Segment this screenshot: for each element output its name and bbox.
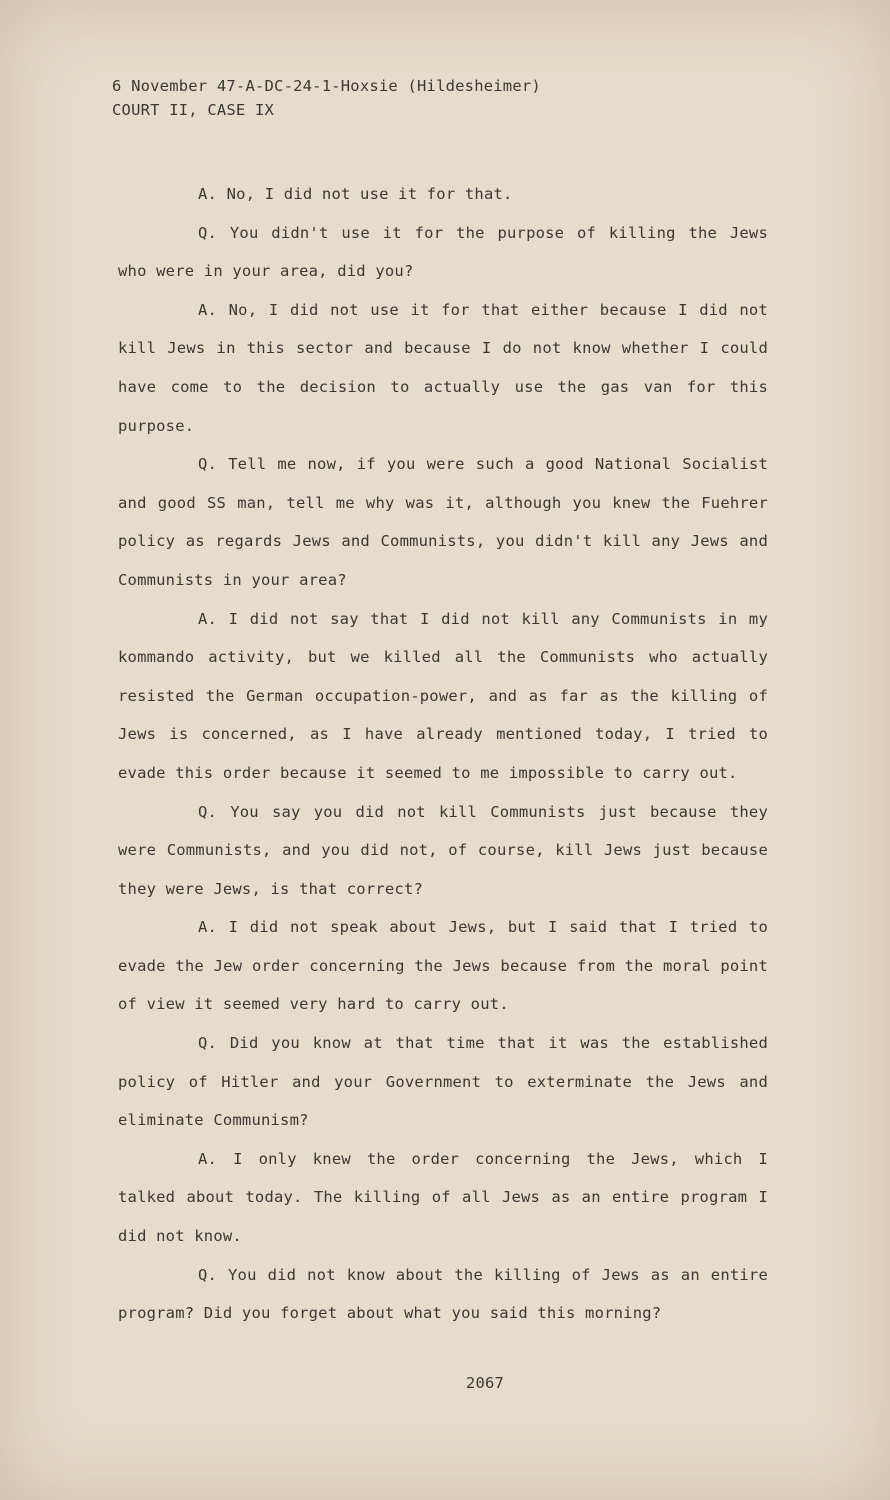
- transcript-paragraph: Q. Did you know at that time that it was the established policy of Hitler and your Government to exterminate the Jews and eliminate Communism?: [118, 1034, 768, 1130]
- document-header: [112, 74, 812, 122]
- header-reference: 6 November 47-A-DC-24-1-Hoxsie (Hildesheimer): [112, 77, 541, 95]
- transcript-paragraph: Q. You didn't use it for the purpose of killing the Jews who were in your area, did you?: [118, 223, 768, 281]
- transcript-paragraph: A. No, I did not use it for that either because I did not kill Jews in this sector and because I do not know whether I could have come to the decision to actually use the gas van for this purpose.: [118, 300, 768, 435]
- transcript-paragraph: Q. You say you did not kill Communists just because they were Communists, and you did not, of course, kill Jews just because they were Jews, is that correct?: [118, 802, 768, 898]
- transcript-paragraph: A. I only knew the order concerning the Jews, which I talked about today. The killing of all Jews as an entire program I did not know.: [118, 1149, 768, 1246]
- transcript-body: [118, 175, 768, 1333]
- transcript-paragraph: Q. You did not know about the killing of Jews as an entire program? Did you forget about what you said this morning?: [118, 1265, 768, 1323]
- page-number-container: [0, 1374, 890, 1392]
- transcript-paragraph: A. I did not say that I did not kill any Communists in my kommando activity, but we killed all the Communists who actually resisted the German occupation-power, and as far as the killing of Jews is concerned, as I have already mentioned today, I tried to evade this order because it seemed to me impossible to carry out.: [118, 609, 768, 782]
- transcript-paragraph: A. No, I did not use it for that.: [198, 185, 513, 203]
- transcript-paragraph: A. I did not speak about Jews, but I said that I tried to evade the Jew order concerning the Jews because from the moral point of view it seemed very hard to carry out.: [118, 918, 768, 1014]
- page-number: 2067: [465, 1374, 505, 1392]
- header-court-case: COURT II, CASE IX: [112, 101, 275, 119]
- transcript-paragraph: Q. Tell me now, if you were such a good National Socialist and good SS man, tell me why was it, although you knew the Fuehrer policy as regards Jews and Communists, you didn't kill any Jews and Communists in your area?: [118, 455, 768, 589]
